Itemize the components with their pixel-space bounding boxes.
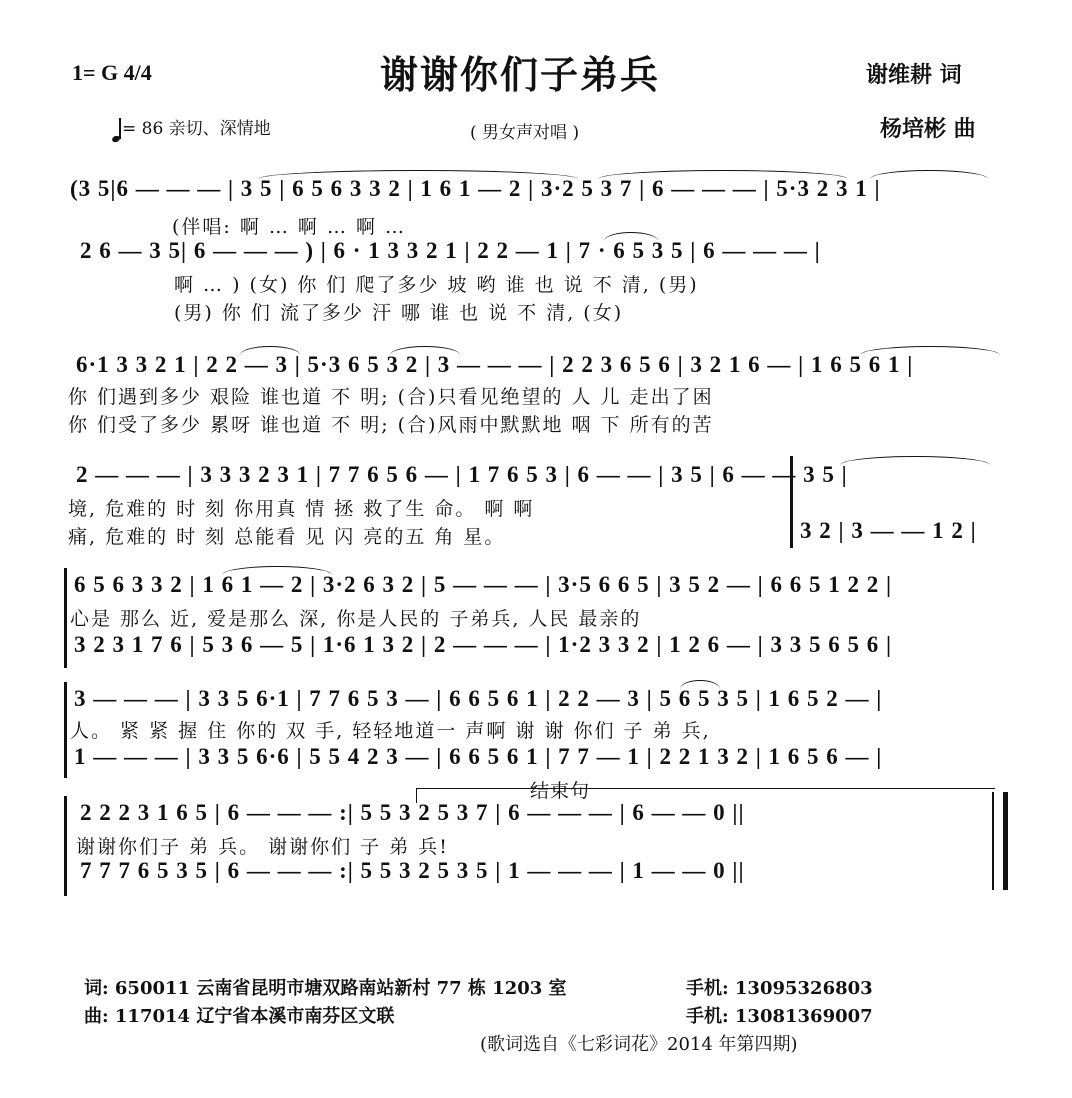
system-5-lyrics: 心是 那么 近, 爱是那么 深, 你是人民的 子弟兵, 人民 最亲的 bbox=[70, 608, 642, 630]
system-4-brace bbox=[790, 456, 793, 548]
key-signature: 1= G 4/4 bbox=[72, 60, 152, 85]
system-6-lower-notes: 1 — — — | 3 3 5 6·6 | 5 5 4 2 3 — | 6 6 5 6 1 | 7 7 — 1 | 2 2 1 3 2 | 1 6 5 6 — | bbox=[74, 744, 883, 769]
system-2-lyrics-verse-1: 啊 … ) (女) 你 们 爬了多少 坡 哟 谁 也 说 不 清, (男) bbox=[174, 274, 699, 296]
slur bbox=[680, 680, 720, 689]
system-4-lyrics-verse-1: 境, 危难的 时 刻 你用真 情 拯 救了生 命。 啊 啊 bbox=[68, 498, 535, 520]
system-6-lyrics: 人。 紧 紧 握 住 你的 双 手, 轻轻地道一 声啊 谢 谢 你们 子 弟 兵, bbox=[70, 720, 711, 742]
system-2-lyrics-verse-2: (男) 你 们 流了多少 汗 哪 谁 也 说 不 清, (女) bbox=[174, 302, 624, 324]
quarter-note-icon bbox=[112, 118, 122, 142]
composer-contact: 曲: 117014 辽宁省本溪市南芬区文联 bbox=[84, 1006, 395, 1027]
system-7-lower-notes: 7 7 7 6 5 3 5 | 6 — — — :| 5 5 3 2 5 3 5 | 1 — — — | 1 — — 0 || bbox=[80, 858, 745, 883]
system-1-notes: (3 5|6 — — — | 3 5 | 6 5 6 3 3 2 | 1 6 1 — 2 | 3·2 5 3 7 | 6 — — — | 5·3 2 3 1 | bbox=[70, 176, 881, 201]
source-note: (歌词选自《七彩词花》2014 年第四期) bbox=[480, 1034, 798, 1055]
system-6-notes: 3 — — — | 3 3 5 6·1 | 7 7 6 5 3 — | 6 6 5 6 1 | 2 2 — 3 | 5 6 5 3 5 | 1 6 5 2 — | bbox=[74, 686, 883, 711]
system-1-lyrics: (伴唱: 啊 … 啊 … 啊 … bbox=[172, 216, 407, 238]
system-5-lower-notes: 3 2 3 1 7 6 | 5 3 6 — 5 | 1·6 1 3 2 | 2 — — — | 1·2 3 3 2 | 1 2 6 — | 3 3 5 6 5 6 | bbox=[74, 632, 893, 657]
slur bbox=[598, 170, 848, 179]
lyricist-phone: 手机: 13095326803 bbox=[686, 978, 873, 999]
slur bbox=[604, 232, 658, 241]
slur bbox=[860, 346, 1000, 355]
system-4-lyrics-verse-2: 痛, 危难的 时 刻 总能看 见 闪 亮的五 角 星。 bbox=[68, 526, 506, 548]
slur bbox=[240, 346, 300, 355]
performance-mode: ( 男女声对唱 ) bbox=[470, 123, 580, 143]
composer-phone: 手机: 13081369007 bbox=[686, 1006, 873, 1027]
composer-credit: 杨培彬 曲 bbox=[880, 116, 976, 142]
tempo-text: = 86 亲切、深情地 bbox=[122, 119, 271, 139]
system-7-notes: 2 2 2 3 1 6 5 | 6 — — — :| 5 5 3 2 5 3 7 | 6 — — — | 6 — — 0 || bbox=[80, 800, 745, 825]
lyricist-contact: 词: 650011 云南省昆明市塘双路南站新村 77 栋 1203 室 bbox=[84, 978, 567, 999]
system-7-lyrics: 谢谢你们子 弟 兵。 谢谢你们 子 弟 兵! bbox=[76, 836, 449, 858]
system-3-lyrics-verse-2: 你 们受了多少 累呀 谁也道 不 明; (合)风雨中默默地 咽 下 所有的苦 bbox=[68, 414, 714, 436]
slur bbox=[870, 170, 988, 179]
system-7-brace bbox=[64, 796, 67, 896]
tempo-marking bbox=[112, 114, 271, 142]
system-5-brace bbox=[64, 568, 67, 668]
system-3-notes: 6·1 3 3 2 1 | 2 2 — 3 | 5·3 6 5 3 2 | 3 — — — | 2 2 3 6 5 6 | 3 2 1 6 — | 1 6 5 6 1 | bbox=[76, 352, 914, 377]
slur bbox=[258, 170, 578, 179]
system-5-notes: 6 5 6 3 3 2 | 1 6 1 — 2 | 3·2 6 3 2 | 5 — — — | 3·5 6 6 5 | 3 5 2 — | 6 6 5 1 2 2 | bbox=[74, 572, 893, 597]
system-3-lyrics-verse-1: 你 们遇到多少 艰险 谁也道 不 明; (合)只看见绝望的 人 儿 走出了困 bbox=[68, 386, 714, 408]
lyricist-credit: 谢维耕 词 bbox=[866, 62, 962, 88]
song-title: 谢谢你们子弟兵 bbox=[380, 52, 661, 97]
final-barline bbox=[992, 792, 1008, 890]
system-4-lower-notes: 3 2 | 3 — — 1 2 | bbox=[800, 518, 977, 543]
slur bbox=[840, 456, 990, 465]
slur bbox=[222, 566, 332, 575]
ending-label: 结束句 bbox=[530, 780, 591, 802]
system-4-notes: 2 — — — | 3 3 3 2 3 1 | 7 7 6 5 6 — | 1 7 6 5 3 | 6 — — | 3 5 | 6 — — 3 5 | bbox=[76, 462, 848, 487]
system-2-notes: 2 6 — 3 5| 6 — — — ) | 6 · 1 3 3 2 1 | 2 2 — 1 | 7 · 6 5 3 5 | 6 — — — | bbox=[80, 238, 821, 263]
slur bbox=[390, 346, 460, 355]
system-6-brace bbox=[64, 682, 67, 778]
